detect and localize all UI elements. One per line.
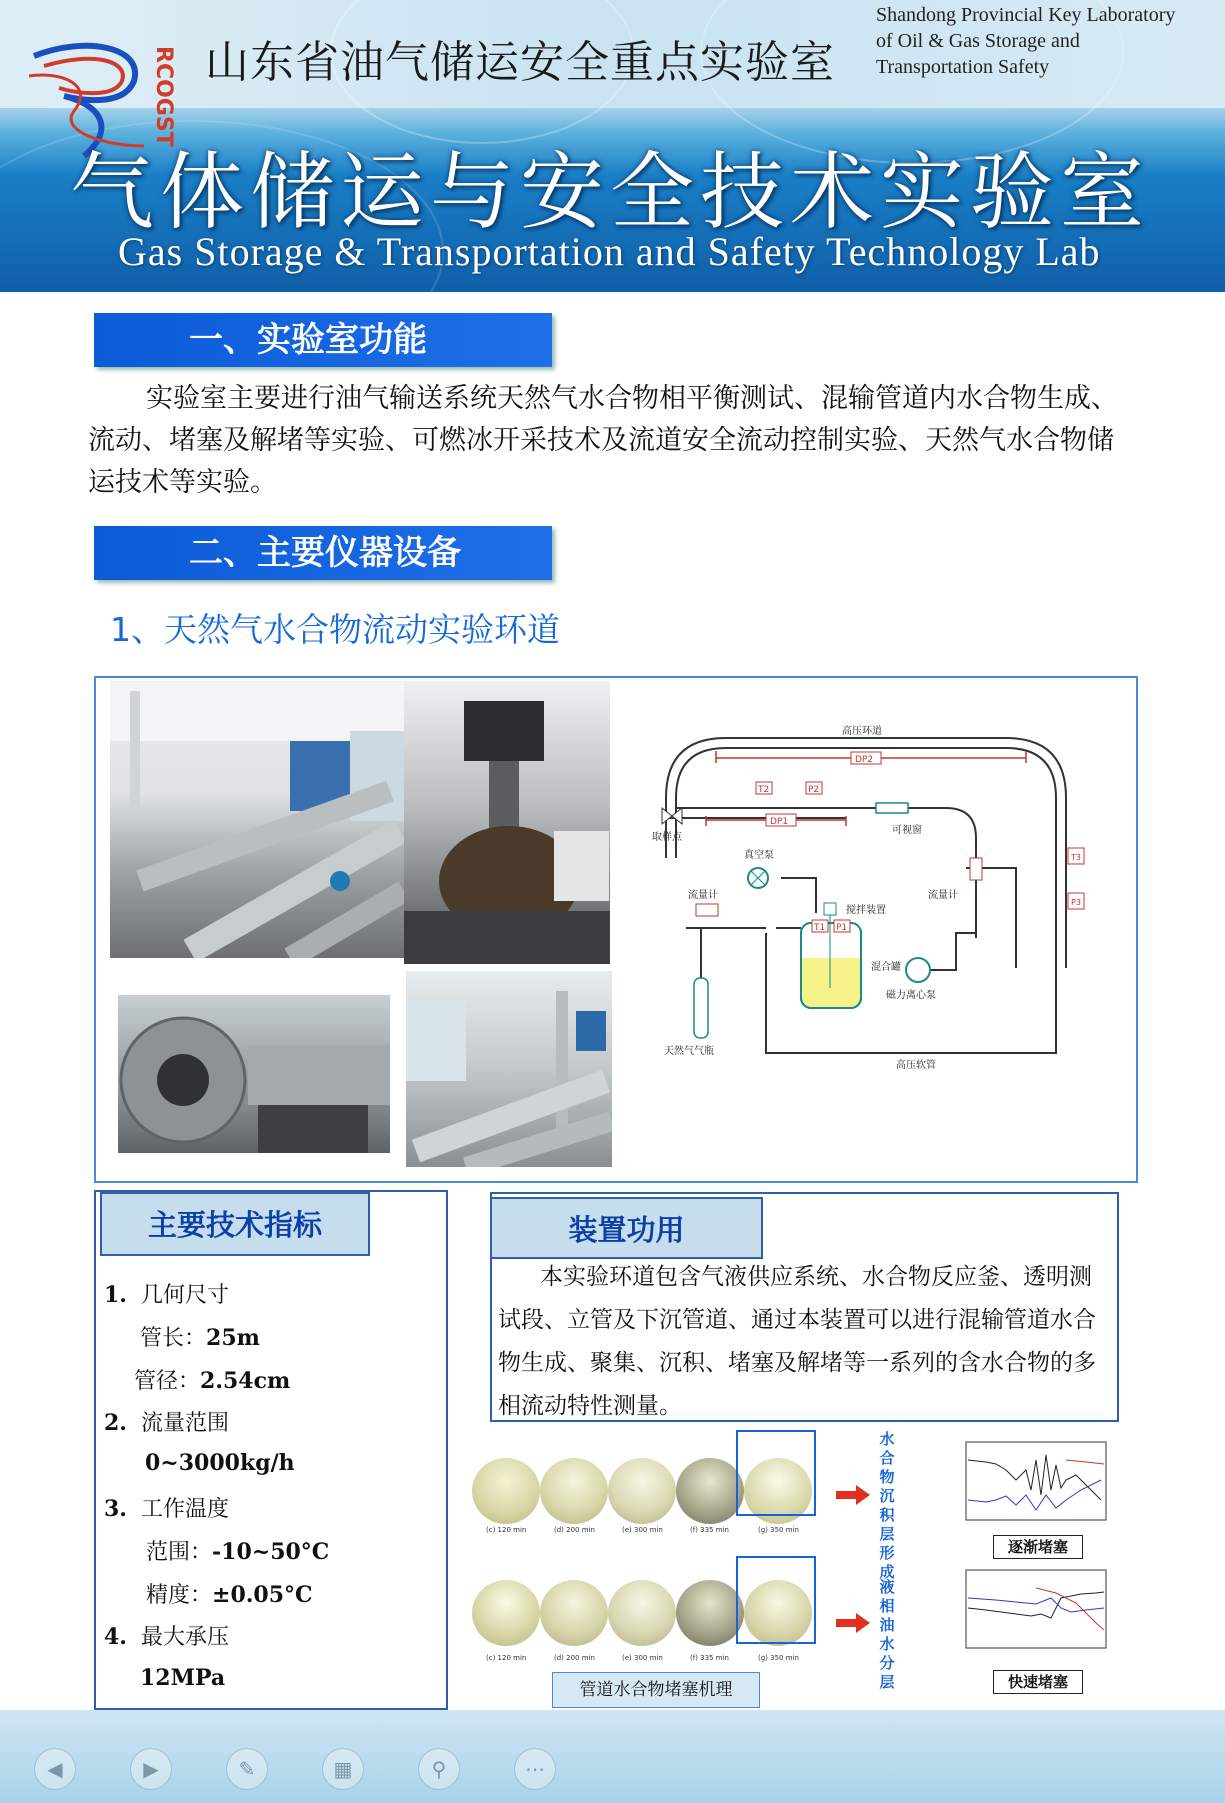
stirrer-label: 搅拌装置: [846, 905, 886, 916]
sight-window-photo: [118, 995, 390, 1153]
spec-item: 4. 最大承压: [104, 1624, 229, 1650]
lab-name-en: [876, 2, 1221, 80]
spec-item: 1. 几何尺寸: [104, 1282, 229, 1308]
lab-name-en-line: of Oil & Gas Storage and: [876, 30, 1080, 52]
lab-name-en-line: Shandong Provincial Key Laboratory: [876, 4, 1176, 26]
spec-item: 12MPa: [140, 1665, 226, 1691]
section-heading-function: 一、实验室功能: [94, 313, 552, 367]
spec-item: 范围：-10~50°C: [146, 1539, 330, 1565]
specs-title: 主要技术指标: [100, 1192, 370, 1256]
t1-label: T1: [814, 923, 826, 933]
label-deposit-layer: 水合物沉积层形成: [879, 1430, 895, 1581]
mechanism-caption: 管道水合物堵塞机理: [552, 1672, 760, 1708]
section-heading-equipment: 二、主要仪器设备: [94, 526, 552, 580]
page-footer: [0, 1710, 1225, 1803]
flow-image: [608, 1458, 676, 1524]
pressure-plot-top: [956, 1440, 1116, 1532]
page-title: 气体储运与安全技术实验室: [70, 143, 1151, 241]
p3-label: P3: [1071, 898, 1081, 907]
equipment-subheading: 1、天然气水合物流动实验环道: [110, 610, 560, 649]
spec-item: 0~3000kg/h: [145, 1450, 295, 1476]
spec-item: 3. 工作温度: [104, 1496, 229, 1522]
tag-rapid-blockage: 快速堵塞: [993, 1670, 1083, 1694]
grid-icon[interactable]: ▦: [322, 1748, 364, 1790]
page-header: [0, 0, 1225, 292]
lab-name-en-line: Transportation Safety: [876, 56, 1050, 78]
zoom-icon[interactable]: ⚲: [418, 1748, 460, 1790]
magnetic-pump-label: 磁力离心泵: [886, 990, 936, 1001]
flow-image: [472, 1458, 540, 1524]
t2-label: T2: [758, 785, 770, 795]
loop-schematic: [616, 708, 1136, 1148]
label-oil-water-stratification: 液相油水分层: [879, 1578, 895, 1691]
equipment-figure: [94, 676, 1138, 1183]
arrow-right-icon: [836, 1485, 870, 1505]
hose-label: 高压软管: [896, 1060, 936, 1071]
lab-function-text: 实验室主要进行油气输送系统天然气水合物相平衡测试、混输管道内水合物生成、流动、堵塞及解堵等实验、可燃冰开采技术及流道安全流动控制实验、天然气水合物储运技术等实验。: [88, 383, 1118, 498]
high-pressure-loop-label: 高压环道: [842, 726, 882, 737]
logo-text: RCOGST: [151, 46, 176, 147]
more-icon[interactable]: ⋯: [514, 1748, 556, 1790]
flow-image: [676, 1458, 744, 1524]
dp1-label: DP1: [770, 817, 789, 827]
reactor-photo: [404, 681, 610, 964]
spec-item: 管长：25m: [140, 1325, 260, 1351]
highlight-box: [736, 1430, 816, 1516]
pen-icon[interactable]: ✎: [226, 1748, 268, 1790]
mechanism-row-bottom: [466, 1558, 826, 1668]
tag-gradual-blockage: 逐渐堵塞: [993, 1535, 1083, 1559]
next-icon[interactable]: ▶: [130, 1748, 172, 1790]
flow-image: [608, 1580, 676, 1646]
spec-item: 精度：±0.05°C: [146, 1582, 313, 1608]
function-text: 本实验环道包含气液供应系统、水合物反应釜、透明测试段、立管及下沉管道、通过本装置可以进行混输管道水合物生成、聚集、沉积、堵塞及解堵等一系列的含水合物的多相流动特性测量。: [498, 1264, 1096, 1419]
t3-label: T3: [1071, 853, 1081, 862]
function-title: 装置功用: [490, 1197, 763, 1259]
flow-image: [540, 1580, 608, 1646]
flowmeter-right-label: 流量计: [928, 890, 958, 901]
mix-tank-label: 混合罐: [871, 962, 901, 973]
pressure-plot-bottom: [956, 1568, 1116, 1660]
pipeline-photo: [406, 971, 612, 1167]
sample-point-label: 取样点: [652, 832, 682, 843]
highlight-box: [736, 1556, 816, 1644]
p2-label: P2: [808, 785, 820, 795]
lab-loop-photo: [110, 681, 404, 958]
page-subtitle: Gas Storage & Transportation and Safety Technology Lab: [118, 229, 1101, 274]
spec-item: 管径：2.54cm: [134, 1368, 291, 1394]
spec-item: 2. 流量范围: [104, 1410, 229, 1436]
flow-image: [676, 1580, 744, 1646]
dp2-label: DP2: [855, 755, 874, 765]
flow-image: [540, 1458, 608, 1524]
flow-image: [472, 1580, 540, 1646]
arrow-right-icon: [836, 1613, 870, 1633]
p1-label: P1: [836, 923, 848, 933]
flowmeter-left-label: 流量计: [688, 890, 718, 901]
vacuum-pump-label: 真空泵: [744, 850, 774, 861]
mechanism-figure: (c) 120 min (d) 200 min (e) 300 min (f) 335 min (g) 350 min (c) 120 min (d) 200 min (e) 300 min (f) 335 min (g) 350 min 水合物沉积层形成 液相油水分层 逐渐堵塞 快速堵塞 管道水合物堵塞机理: [466, 1430, 1126, 1710]
lab-name-cn: 山东省油气储运安全重点实验室: [205, 37, 835, 88]
gas-bottle-label: 天然气气瓶: [664, 1046, 714, 1057]
prev-icon[interactable]: ◀: [34, 1748, 76, 1790]
sight-window-label: 可视窗: [892, 825, 922, 836]
mechanism-row-top: [466, 1430, 826, 1540]
